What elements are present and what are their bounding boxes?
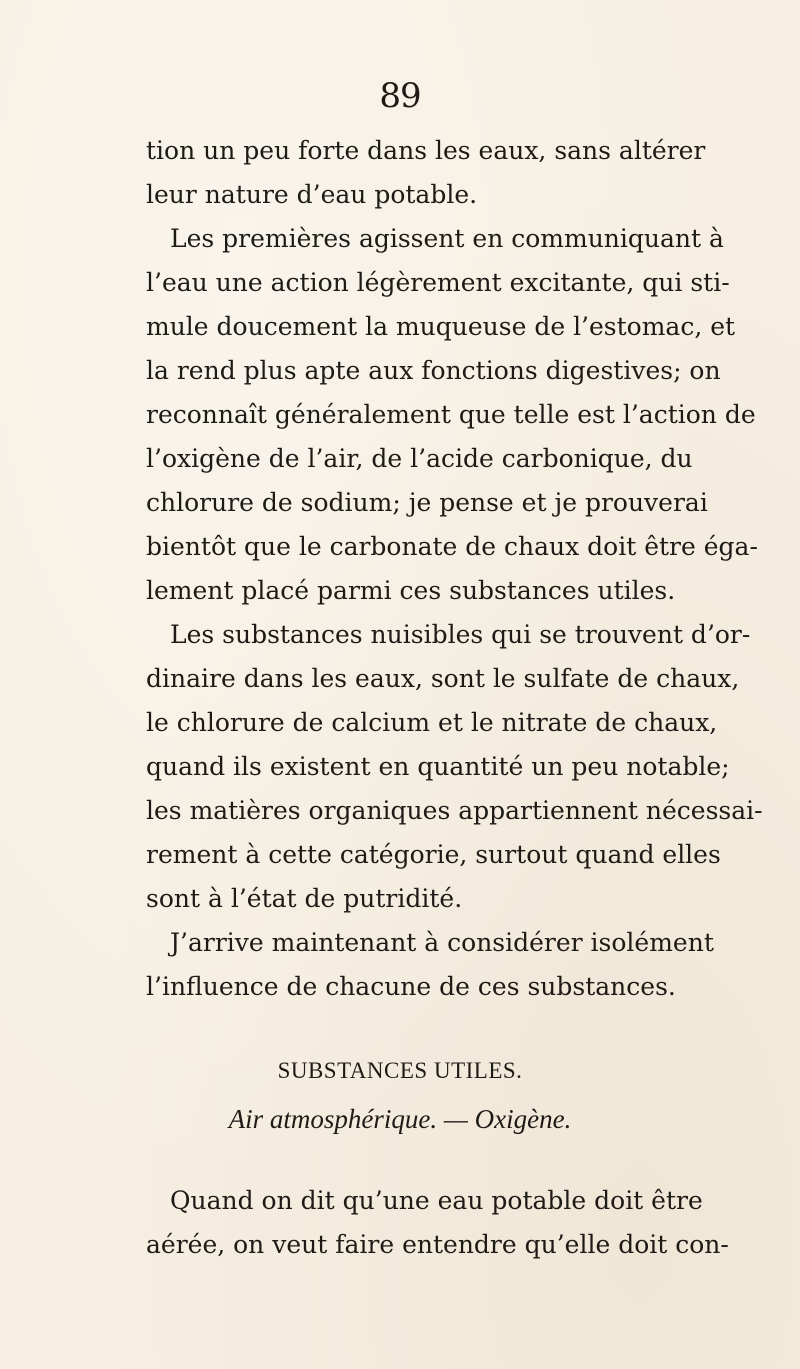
section-heading: SUBSTANCES UTILES. — [277, 1058, 523, 1083]
text-line-19: J’arrive maintenant à considérer isolément — [170, 928, 714, 957]
text-line-12: Les substances nuisibles qui se trouvent d’or- — [170, 620, 751, 649]
text-line-18: sont à l’état de putridité. — [146, 884, 463, 913]
text-line-13: dinaire dans les eaux, sont le sulfate de chaux, — [146, 664, 740, 693]
text-line-5: mule doucement la muqueuse de l’estomac, et — [146, 312, 736, 341]
text-line-7: reconnaît généralement que telle est l’action de — [146, 400, 756, 429]
text-line-20: l’influence de chacune de ces substances. — [146, 972, 676, 1001]
text-line-17: rement à cette catégorie, surtout quand elles — [146, 840, 721, 869]
section-subheading: Air atmosphérique. — Oxigène. — [228, 1104, 572, 1134]
text-line-15: quand ils existent en quantité un peu notable; — [146, 752, 730, 781]
text-line-1: tion un peu forte dans les eaux, sans altérer — [146, 136, 706, 165]
closing-line-1: Quand on dit qu’une eau potable doit être — [170, 1186, 703, 1215]
text-line-2: leur nature d’eau potable. — [146, 180, 478, 209]
closing-line-2: aérée, on veut faire entendre qu’elle doit con- — [146, 1230, 729, 1259]
text-line-9: chlorure de sodium; je pense et je prouverai — [146, 488, 708, 517]
text-line-8: l’oxigène de l’air, de l’acide carbonique, du — [146, 444, 693, 473]
text-line-14: le chlorure de calcium et le nitrate de chaux, — [146, 708, 718, 737]
text-line-3: Les premières agissent en communiquant à — [170, 224, 724, 253]
text-line-10: bientôt que le carbonate de chaux doit être éga- — [146, 532, 758, 561]
text-line-6: la rend plus apte aux fonctions digestives; on — [146, 356, 721, 385]
text-line-16: les matières organiques appartiennent nécessai- — [146, 796, 763, 825]
text-line-4: l’eau une action légèrement excitante, qui sti- — [146, 268, 730, 297]
text-line-11: lement placé parmi ces substances utiles. — [146, 576, 676, 605]
page-number: 89 — [379, 76, 421, 116]
